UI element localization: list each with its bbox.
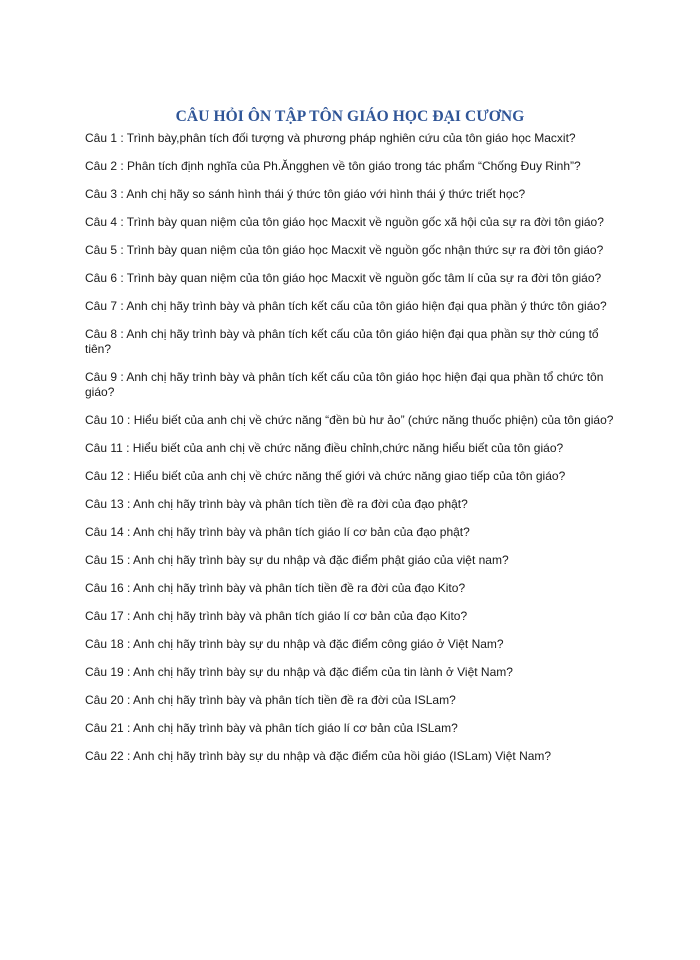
- question-item: Câu 22 : Anh chị hãy trình bày sự du nhập và đặc điểm của hồi giáo (ISLam) Việt Nam?: [85, 749, 552, 763]
- question-item: Câu 11 : Hiểu biết của anh chị về chức năng điều chỉnh,chức năng hiểu biết của tôn giáo?: [85, 441, 564, 455]
- question-item: Câu 6 : Trình bày quan niệm của tôn giáo học Macxit về nguồn gốc tâm lí của sự ra đời tôn giáo?: [85, 271, 602, 285]
- question-item: Câu 7 : Anh chị hãy trình bày và phân tích kết cấu của tôn giáo hiện đại qua phần ý thức tôn giáo?: [85, 299, 607, 313]
- question-item: Câu 10 : Hiểu biết của anh chị về chức năng “đền bù hư ảo” (chức năng thuốc phiện) của tôn giáo?: [85, 413, 614, 427]
- question-item: Câu 16 : Anh chị hãy trình bày và phân tích tiền đề ra đời của đạo Kito?: [85, 581, 466, 595]
- question-item: Câu 18 : Anh chị hãy trình bày sự du nhập và đặc điểm công giáo ở Việt Nam?: [85, 637, 504, 651]
- question-list: [85, 131, 620, 777]
- question-item: Câu 4 : Trình bày quan niệm của tôn giáo học Macxit về nguồn gốc xã hội của sự ra đời tôn giáo?: [85, 215, 604, 229]
- question-item: Câu 14 : Anh chị hãy trình bày và phân tích giáo lí cơ bản của đạo phật?: [85, 525, 470, 539]
- question-item: Câu 12 : Hiểu biết của anh chị về chức năng thế giới và chức năng giao tiếp của tôn giáo?: [85, 469, 566, 483]
- question-item: Câu 8 : Anh chị hãy trình bày và phân tích kết cấu của tôn giáo hiện đại qua phần sự thờ cúng tổ tiên?: [85, 327, 599, 356]
- question-item: Câu 5 : Trình bày quan niệm của tôn giáo học Macxit về nguồn gốc nhận thức sự ra đời tôn giáo?: [85, 243, 604, 257]
- question-item: Câu 20 : Anh chị hãy trình bày và phân tích tiền đề ra đời của ISLam?: [85, 693, 456, 707]
- question-item: Câu 2 : Phân tích định nghĩa của Ph.Ăngghen về tôn giáo trong tác phẩm “Chống Đuy Rinh”?: [85, 159, 581, 173]
- question-item: Câu 9 : Anh chị hãy trình bày và phân tích kết cấu của tôn giáo học hiện đại qua phần tổ chức tôn giáo?: [85, 370, 604, 399]
- question-item: Câu 15 : Anh chị hãy trình bày sự du nhập và đặc điểm phật giáo của việt nam?: [85, 553, 509, 567]
- question-item: Câu 13 : Anh chị hãy trình bày và phân tích tiền đề ra đời của đạo phật?: [85, 497, 468, 511]
- question-item: Câu 19 : Anh chị hãy trình bày sự du nhập và đặc điểm của tin lành ở Việt Nam?: [85, 665, 513, 679]
- question-item: Câu 1 : Trình bày,phân tích đối tượng và phương pháp nghiên cứu của tôn giáo học Macxit?: [85, 131, 576, 145]
- question-item: Câu 21 : Anh chị hãy trình bày và phân tích giáo lí cơ bản của ISLam?: [85, 721, 458, 735]
- question-item: Câu 17 : Anh chị hãy trình bày và phân tích giáo lí cơ bản của đạo Kito?: [85, 609, 468, 623]
- document-title: CÂU HỎI ÔN TẬP TÔN GIÁO HỌC ĐẠI CƯƠNG: [175, 108, 525, 125]
- question-item: Câu 3 : Anh chị hãy so sánh hình thái ý thức tôn giáo với hình thái ý thức triết học?: [85, 187, 526, 201]
